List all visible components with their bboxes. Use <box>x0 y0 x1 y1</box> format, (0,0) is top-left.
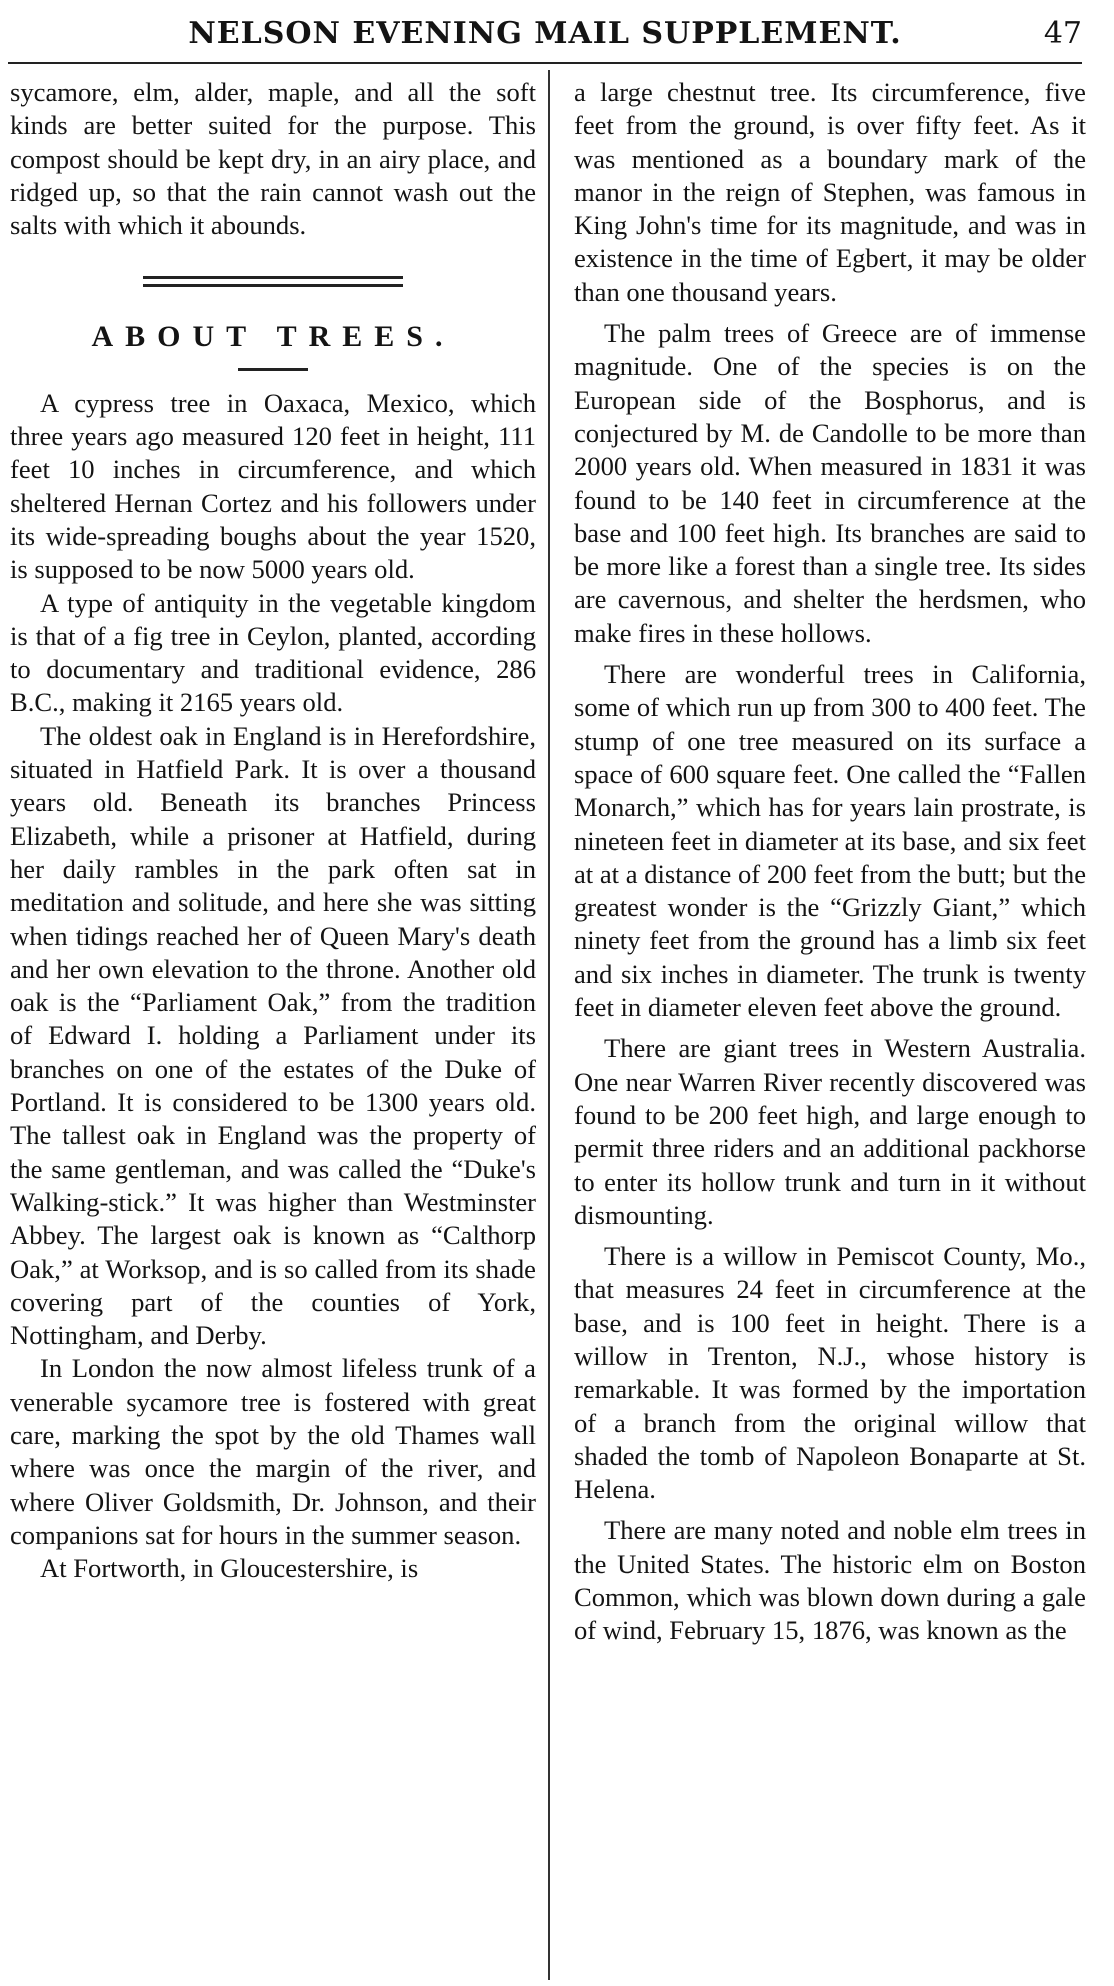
paragraph-cypress: A cypress tree in Oaxaca, Mexico, which three years ago measured 120 feet in height, 111 feet 10 inches in circumference, and which sheltered Hernan Cortez and his followers under its wide-spreading boughs about the year 1520, is supposed to be now 5000 years old. <box>10 387 536 585</box>
paragraph-elm: There are many noted and noble elm trees in the United States. The historic elm on Boston Common, which was blown down during a gale of wind, February 15, 1876, was known as the <box>574 1515 1086 1646</box>
publication-title: NELSON EVENING MAIL SUPPLEMENT. <box>188 16 902 51</box>
paragraph-fig-tree: A type of antiquity in the vegetable kingdom is that of a fig tree in Ceylon, planted, according to documentary and traditional evidence, 286 B.C., making it 2165 years old. <box>10 587 536 718</box>
section-divider-ornament <box>143 276 403 290</box>
page-header <box>8 12 1082 64</box>
paragraph-chestnut: a large chestnut tree. Its circumference, five feet from the ground, is over fifty feet. As it was mentioned as a boundary mark of the manor in the reign of Stephen, was famous in King John's time for its magnitude, and was in existence in the time of Egbert, it may be older than one thousand years. <box>574 77 1086 307</box>
right-column <box>574 76 1086 1648</box>
paragraph-willow: There is a willow in Pemiscot County, Mo., that measures 24 feet in circumference at the base, and is 100 feet in height. There is a willow in Trenton, N.J., whose history is remarkable. It was formed by the importation of a branch from the original willow that shaded the tomb of Napoleon Bonaparte at St. Helena. <box>574 1241 1086 1505</box>
paragraph-fortworth: At Fortworth, in Gloucestershire, is <box>40 1553 419 1584</box>
paragraph-palm-trees: The palm trees of Greece are of immense magnitude. One of the species is on the European side of the Bosphorus, and is conjectured by M. de Candolle to be more than 2000 years old. When measured in 1831 it was found to be 140 feet in circumference at the base and 100 feet high. Its branches are said to be more like a forest than a single tree. Its sides are cavernous, and shelter the herdsmen, who make fires in these hollows. <box>574 318 1086 648</box>
title-underline <box>238 368 308 371</box>
left-column <box>10 76 536 1585</box>
paragraph-western-australia: There are giant trees in Western Australia. One near Warren River recently discovered was found to be 200 feet high, and large enough to permit three riders and an additional packhorse to enter its hollow trunk and turn in it without dismounting. <box>574 1033 1086 1230</box>
column-divider <box>548 70 550 1980</box>
paragraph-compost-continued: sycamore, elm, alder, maple, and all the soft kinds are better suited for the purpose. This compost should be kept dry, in an airy place, and ridged up, so that the rain cannot wash out the salts with which it abounds. <box>10 77 536 241</box>
section-title: ABOUT TREES. <box>91 320 455 354</box>
paragraph-sycamore: In London the now almost lifeless trunk of a venerable sycamore tree is fostered with great care, marking the spot by the old Thames wall where was once the margin of the river, and where Oliver Goldsmith, Dr. Johnson, and their companions sat for hours in the summer season. <box>10 1353 536 1550</box>
page-number: 47 <box>1043 16 1082 51</box>
paragraph-california: There are wonderful trees in California, some of which run up from 300 to 400 feet. The stump of one tree measured on its surface a space of 600 square feet. One called the “Fallen Monarch,” which has for years lain prostrate, is nineteen feet in diameter at its base, and six feet at at a distance of 200 feet from the butt; but the greatest wonder is the “Grizzly Giant,” which ninety feet from the ground has a limb six feet and six inches in diameter. The trunk is twenty feet in diameter eleven feet above the ground. <box>574 659 1086 1023</box>
paragraph-oldest-oak: The oldest oak in England is in Herefordshire, situated in Hatfield Park. It is over a thousand years old. Beneath its branches Princess Elizabeth, while a prisoner at Hatfield, during her daily rambles in the park often sat in meditation and solitude, and here she was sitting when tidings reached her of Queen Mary's death and her own elevation to the throne. Another old oak is the “Parliament Oak,” from the tradition of Edward I. holding a Parliament under its branches on one of the estates of the Duke of Portland. It is considered to be 1300 years old. The tallest oak in England was the property of the same gentleman, and was called the “Duke's Walking-stick.” It was higher than Westminster Abbey. The largest oak is known as “Calthorp Oak,” at Worksop, and is so called from its shade covering part of the counties of York, Nottingham, and Derby. <box>10 720 536 1351</box>
header-rule <box>8 62 1082 64</box>
